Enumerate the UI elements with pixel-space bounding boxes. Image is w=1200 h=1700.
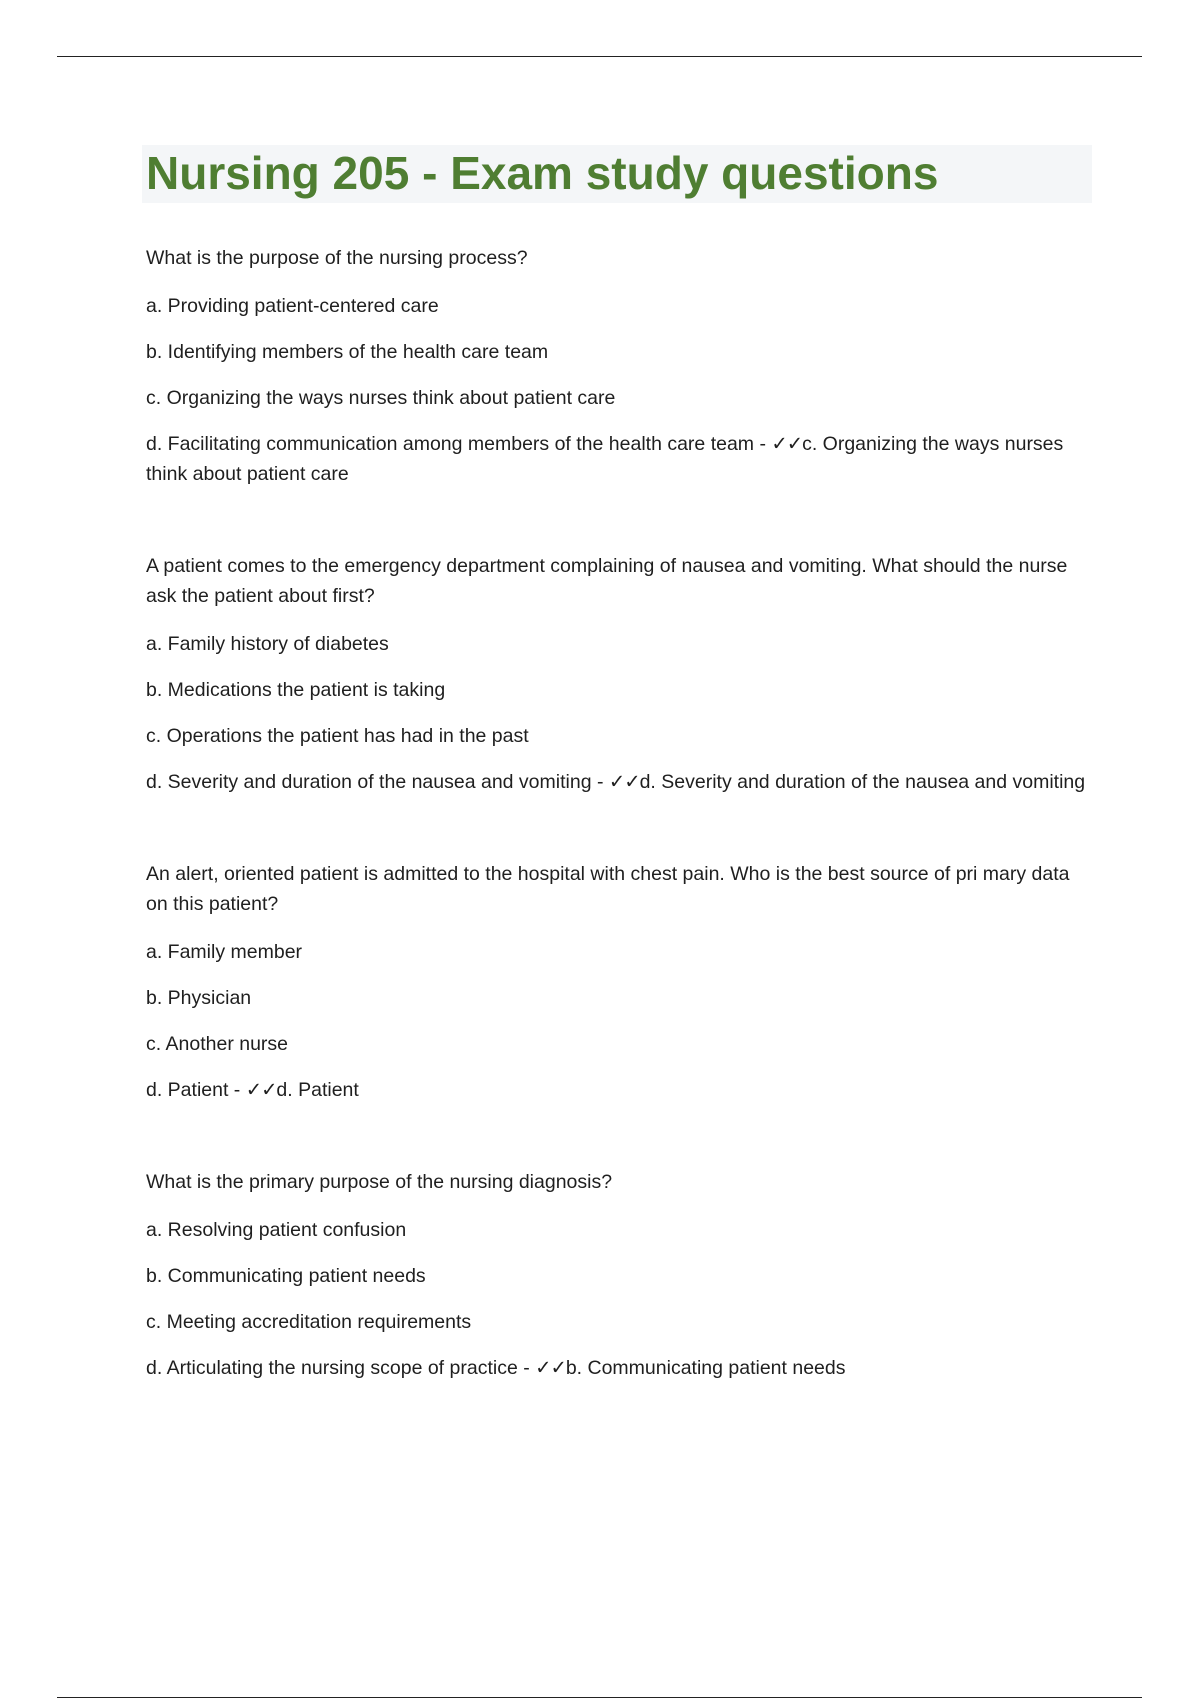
correct-answer: c. Organizing the ways nurses think about patient care [146,433,1064,485]
option-c: c. Another nurse [146,1033,289,1055]
option-d: d. Articulating the nursing scope of practice [146,1357,518,1379]
option-d-with-answer [146,1075,1096,1105]
question-block [146,551,1096,797]
option-c: c. Organizing the ways nurses think about patient care [146,387,616,409]
option-d: d. Facilitating communication among members of the health care team [146,433,755,455]
correct-answer: d. Severity and duration of the nausea and vomiting [639,771,1086,793]
answer-separator: - [517,1357,536,1379]
question-text: A patient comes to the emergency department complaining of nausea and vomiting. What should the nurse ask the patient about first? [146,555,1068,607]
question-list [146,243,1096,1445]
answer-separator: - [228,1079,246,1101]
option-d-with-answer [146,429,1096,489]
question-text: What is the purpose of the nursing process? [146,247,528,269]
option-d-with-answer [146,767,1096,797]
question-text: What is the primary purpose of the nursing diagnosis? [146,1171,613,1193]
option-d: d. Patient [146,1079,229,1101]
option-a: a. Resolving patient confusion [146,1219,407,1241]
option-b: b. Medications the patient is taking [146,679,446,701]
answer-separator: - [591,771,609,793]
footer-rule [57,1697,1142,1698]
question-block [146,243,1096,489]
option-b: b. Communicating patient needs [146,1265,426,1287]
option-c: c. Meeting accreditation requirements [146,1311,472,1333]
option-a: a. Family history of diabetes [146,633,389,655]
correct-answer: b. Communicating patient needs [565,1357,846,1379]
question-block [146,859,1096,1105]
double-check-icon: ✓✓ [535,1357,566,1379]
option-a: a. Providing patient-centered care [146,295,439,317]
option-a: a. Family member [146,941,303,963]
option-c: c. Operations the patient has had in the past [146,725,529,747]
option-b: b. Identifying members of the health care team [146,341,549,363]
question-text: An alert, oriented patient is admitted to the hospital with chest pain. Who is the best source of pri mary data on this patient? [146,863,1070,915]
option-d-with-answer [146,1353,1096,1383]
question-block [146,1167,1096,1383]
correct-answer: d. Patient [276,1079,359,1101]
double-check-icon: ✓✓ [245,1079,277,1101]
header-rule [57,56,1142,57]
option-d: d. Severity and duration of the nausea and vomiting [146,771,592,793]
answer-separator: - [754,433,772,455]
double-check-icon: ✓✓ [771,433,803,455]
double-check-icon: ✓✓ [608,771,640,793]
option-b: b. Physician [146,987,252,1009]
document-title: Nursing 205 - Exam study questions [146,147,939,199]
